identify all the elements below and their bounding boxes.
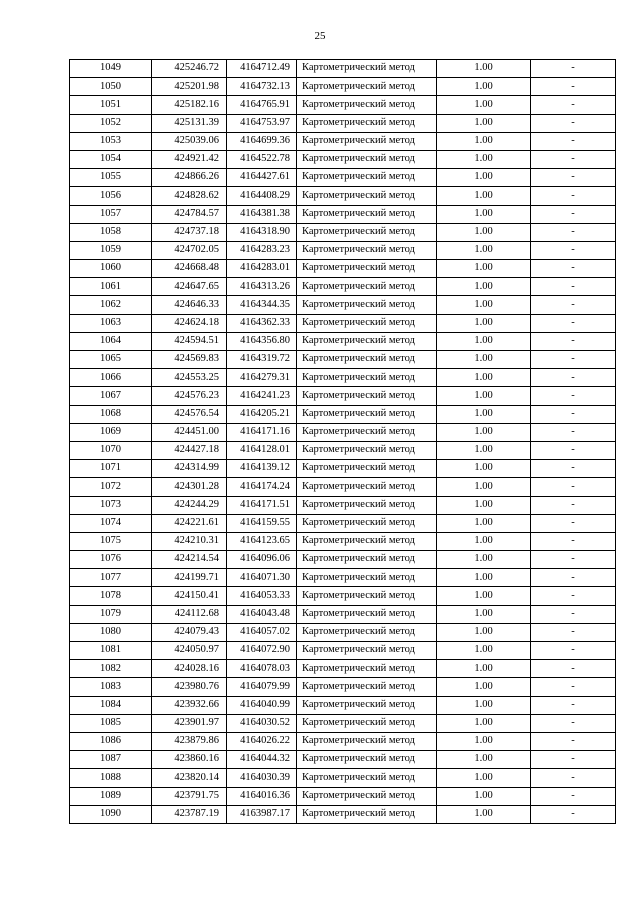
table-row <box>70 169 616 187</box>
table-row <box>70 642 616 660</box>
table-row <box>70 532 616 550</box>
table-row <box>70 805 616 823</box>
note-cell: - <box>531 241 616 259</box>
table-row <box>70 623 616 641</box>
y-coordinate-cell: 4164079.99 <box>227 678 297 696</box>
accuracy-cell: 1.00 <box>437 223 531 241</box>
y-coordinate-cell: 4164053.33 <box>227 587 297 605</box>
accuracy-cell: 1.00 <box>437 460 531 478</box>
table-row <box>70 405 616 423</box>
table-row <box>70 678 616 696</box>
table-row <box>70 241 616 259</box>
x-coordinate-cell: 424647.65 <box>152 278 227 296</box>
point-number-cell: 1061 <box>70 278 152 296</box>
method-cell: Картометрический метод <box>297 296 437 314</box>
accuracy-cell: 1.00 <box>437 187 531 205</box>
x-coordinate-cell: 424112.68 <box>152 605 227 623</box>
point-number-cell: 1090 <box>70 805 152 823</box>
table-row <box>70 96 616 114</box>
method-cell: Картометрический метод <box>297 751 437 769</box>
table-row <box>70 769 616 787</box>
accuracy-cell: 1.00 <box>437 296 531 314</box>
y-coordinate-cell: 4164026.22 <box>227 732 297 750</box>
method-cell: Картометрический метод <box>297 96 437 114</box>
y-coordinate-cell: 4164043.48 <box>227 605 297 623</box>
x-coordinate-cell: 423980.76 <box>152 678 227 696</box>
point-number-cell: 1080 <box>70 623 152 641</box>
point-number-cell: 1049 <box>70 60 152 78</box>
x-coordinate-cell: 423820.14 <box>152 769 227 787</box>
accuracy-cell: 1.00 <box>437 642 531 660</box>
accuracy-cell: 1.00 <box>437 623 531 641</box>
y-coordinate-cell: 4164427.61 <box>227 169 297 187</box>
point-number-cell: 1088 <box>70 769 152 787</box>
point-number-cell: 1089 <box>70 787 152 805</box>
table-row <box>70 187 616 205</box>
x-coordinate-cell: 423791.75 <box>152 787 227 805</box>
accuracy-cell: 1.00 <box>437 241 531 259</box>
note-cell: - <box>531 405 616 423</box>
method-cell: Картометрический метод <box>297 351 437 369</box>
point-number-cell: 1072 <box>70 478 152 496</box>
note-cell: - <box>531 78 616 96</box>
table-row <box>70 551 616 569</box>
accuracy-cell: 1.00 <box>437 714 531 732</box>
accuracy-cell: 1.00 <box>437 605 531 623</box>
method-cell: Картометрический метод <box>297 732 437 750</box>
point-number-cell: 1081 <box>70 642 152 660</box>
accuracy-cell: 1.00 <box>437 60 531 78</box>
x-coordinate-cell: 424921.42 <box>152 150 227 168</box>
y-coordinate-cell: 4164753.97 <box>227 114 297 132</box>
accuracy-cell: 1.00 <box>437 532 531 550</box>
y-coordinate-cell: 4164171.51 <box>227 496 297 514</box>
table-row <box>70 587 616 605</box>
point-number-cell: 1071 <box>70 460 152 478</box>
point-number-cell: 1064 <box>70 332 152 350</box>
x-coordinate-cell: 424244.29 <box>152 496 227 514</box>
note-cell: - <box>531 714 616 732</box>
table-row <box>70 278 616 296</box>
x-coordinate-cell: 424702.05 <box>152 241 227 259</box>
point-number-cell: 1082 <box>70 660 152 678</box>
note-cell: - <box>531 60 616 78</box>
accuracy-cell: 1.00 <box>437 260 531 278</box>
accuracy-cell: 1.00 <box>437 805 531 823</box>
method-cell: Картометрический метод <box>297 132 437 150</box>
accuracy-cell: 1.00 <box>437 423 531 441</box>
accuracy-cell: 1.00 <box>437 387 531 405</box>
y-coordinate-cell: 4164699.36 <box>227 132 297 150</box>
y-coordinate-cell: 4164381.38 <box>227 205 297 223</box>
table-row <box>70 696 616 714</box>
y-coordinate-cell: 4164319.72 <box>227 351 297 369</box>
table-row <box>70 223 616 241</box>
y-coordinate-cell: 4164040.99 <box>227 696 297 714</box>
method-cell: Картометрический метод <box>297 551 437 569</box>
y-coordinate-cell: 4164139.12 <box>227 460 297 478</box>
y-coordinate-cell: 4164318.90 <box>227 223 297 241</box>
method-cell: Картометрический метод <box>297 678 437 696</box>
accuracy-cell: 1.00 <box>437 132 531 150</box>
table-row <box>70 114 616 132</box>
method-cell: Картометрический метод <box>297 150 437 168</box>
point-number-cell: 1050 <box>70 78 152 96</box>
y-coordinate-cell: 4164279.31 <box>227 369 297 387</box>
note-cell: - <box>531 805 616 823</box>
x-coordinate-cell: 424624.18 <box>152 314 227 332</box>
x-coordinate-cell: 424301.28 <box>152 478 227 496</box>
accuracy-cell: 1.00 <box>437 569 531 587</box>
method-cell: Картометрический метод <box>297 642 437 660</box>
y-coordinate-cell: 4164159.55 <box>227 514 297 532</box>
accuracy-cell: 1.00 <box>437 314 531 332</box>
table-row <box>70 150 616 168</box>
x-coordinate-cell: 424553.25 <box>152 369 227 387</box>
accuracy-cell: 1.00 <box>437 351 531 369</box>
x-coordinate-cell: 424784.57 <box>152 205 227 223</box>
x-coordinate-cell: 424828.62 <box>152 187 227 205</box>
y-coordinate-cell: 4164174.24 <box>227 478 297 496</box>
point-number-cell: 1074 <box>70 514 152 532</box>
method-cell: Картометрический метод <box>297 223 437 241</box>
x-coordinate-cell: 423932.66 <box>152 696 227 714</box>
method-cell: Картометрический метод <box>297 205 437 223</box>
point-number-cell: 1070 <box>70 441 152 459</box>
note-cell: - <box>531 278 616 296</box>
method-cell: Картометрический метод <box>297 478 437 496</box>
y-coordinate-cell: 4164313.26 <box>227 278 297 296</box>
y-coordinate-cell: 4163987.17 <box>227 805 297 823</box>
page-number: 25 <box>314 30 326 42</box>
note-cell: - <box>531 387 616 405</box>
method-cell: Картометрический метод <box>297 441 437 459</box>
y-coordinate-cell: 4164283.23 <box>227 241 297 259</box>
y-coordinate-cell: 4164171.16 <box>227 423 297 441</box>
accuracy-cell: 1.00 <box>437 769 531 787</box>
accuracy-cell: 1.00 <box>437 787 531 805</box>
method-cell: Картометрический метод <box>297 405 437 423</box>
x-coordinate-cell: 424214.54 <box>152 551 227 569</box>
x-coordinate-cell: 424199.71 <box>152 569 227 587</box>
accuracy-cell: 1.00 <box>437 751 531 769</box>
table-row <box>70 732 616 750</box>
x-coordinate-cell: 423879.86 <box>152 732 227 750</box>
table-row <box>70 478 616 496</box>
method-cell: Картометрический метод <box>297 78 437 96</box>
x-coordinate-cell: 424079.43 <box>152 623 227 641</box>
method-cell: Картометрический метод <box>297 60 437 78</box>
y-coordinate-cell: 4164057.02 <box>227 623 297 641</box>
note-cell: - <box>531 223 616 241</box>
note-cell: - <box>531 369 616 387</box>
x-coordinate-cell: 424668.48 <box>152 260 227 278</box>
accuracy-cell: 1.00 <box>437 169 531 187</box>
point-number-cell: 1067 <box>70 387 152 405</box>
table-row <box>70 260 616 278</box>
point-number-cell: 1053 <box>70 132 152 150</box>
table-row <box>70 132 616 150</box>
note-cell: - <box>531 351 616 369</box>
coordinates-table-body <box>70 60 616 824</box>
accuracy-cell: 1.00 <box>437 96 531 114</box>
table-row <box>70 441 616 459</box>
note-cell: - <box>531 660 616 678</box>
accuracy-cell: 1.00 <box>437 441 531 459</box>
x-coordinate-cell: 425182.16 <box>152 96 227 114</box>
y-coordinate-cell: 4164078.03 <box>227 660 297 678</box>
method-cell: Картометрический метод <box>297 623 437 641</box>
y-coordinate-cell: 4164071.30 <box>227 569 297 587</box>
point-number-cell: 1075 <box>70 532 152 550</box>
note-cell: - <box>531 314 616 332</box>
accuracy-cell: 1.00 <box>437 660 531 678</box>
table-row <box>70 605 616 623</box>
accuracy-cell: 1.00 <box>437 332 531 350</box>
accuracy-cell: 1.00 <box>437 78 531 96</box>
note-cell: - <box>531 187 616 205</box>
x-coordinate-cell: 424737.18 <box>152 223 227 241</box>
method-cell: Картометрический метод <box>297 460 437 478</box>
y-coordinate-cell: 4164408.29 <box>227 187 297 205</box>
note-cell: - <box>531 732 616 750</box>
point-number-cell: 1087 <box>70 751 152 769</box>
point-number-cell: 1068 <box>70 405 152 423</box>
accuracy-cell: 1.00 <box>437 150 531 168</box>
y-coordinate-cell: 4164765.91 <box>227 96 297 114</box>
y-coordinate-cell: 4164072.90 <box>227 642 297 660</box>
y-coordinate-cell: 4164205.21 <box>227 405 297 423</box>
method-cell: Картометрический метод <box>297 423 437 441</box>
method-cell: Картометрический метод <box>297 787 437 805</box>
note-cell: - <box>531 496 616 514</box>
point-number-cell: 1076 <box>70 551 152 569</box>
table-row <box>70 60 616 78</box>
method-cell: Картометрический метод <box>297 387 437 405</box>
point-number-cell: 1073 <box>70 496 152 514</box>
note-cell: - <box>531 787 616 805</box>
point-number-cell: 1062 <box>70 296 152 314</box>
x-coordinate-cell: 425039.06 <box>152 132 227 150</box>
point-number-cell: 1058 <box>70 223 152 241</box>
point-number-cell: 1059 <box>70 241 152 259</box>
accuracy-cell: 1.00 <box>437 732 531 750</box>
accuracy-cell: 1.00 <box>437 278 531 296</box>
accuracy-cell: 1.00 <box>437 514 531 532</box>
point-number-cell: 1069 <box>70 423 152 441</box>
note-cell: - <box>531 460 616 478</box>
x-coordinate-cell: 424576.23 <box>152 387 227 405</box>
y-coordinate-cell: 4164356.80 <box>227 332 297 350</box>
method-cell: Картометрический метод <box>297 314 437 332</box>
method-cell: Картометрический метод <box>297 769 437 787</box>
y-coordinate-cell: 4164362.33 <box>227 314 297 332</box>
x-coordinate-cell: 424221.61 <box>152 514 227 532</box>
x-coordinate-cell: 424210.31 <box>152 532 227 550</box>
note-cell: - <box>531 423 616 441</box>
method-cell: Картометрический метод <box>297 587 437 605</box>
point-number-cell: 1057 <box>70 205 152 223</box>
point-number-cell: 1085 <box>70 714 152 732</box>
point-number-cell: 1051 <box>70 96 152 114</box>
point-number-cell: 1060 <box>70 260 152 278</box>
table-row <box>70 460 616 478</box>
y-coordinate-cell: 4164283.01 <box>227 260 297 278</box>
note-cell: - <box>531 96 616 114</box>
x-coordinate-cell: 424646.33 <box>152 296 227 314</box>
method-cell: Картометрический метод <box>297 169 437 187</box>
table-row <box>70 387 616 405</box>
note-cell: - <box>531 296 616 314</box>
method-cell: Картометрический метод <box>297 332 437 350</box>
x-coordinate-cell: 424451.00 <box>152 423 227 441</box>
x-coordinate-cell: 423860.16 <box>152 751 227 769</box>
note-cell: - <box>531 751 616 769</box>
table-row <box>70 314 616 332</box>
x-coordinate-cell: 424866.26 <box>152 169 227 187</box>
method-cell: Картометрический метод <box>297 496 437 514</box>
note-cell: - <box>531 332 616 350</box>
method-cell: Картометрический метод <box>297 605 437 623</box>
x-coordinate-cell: 424576.54 <box>152 405 227 423</box>
x-coordinate-cell: 425131.39 <box>152 114 227 132</box>
table-row <box>70 296 616 314</box>
x-coordinate-cell: 424569.83 <box>152 351 227 369</box>
method-cell: Картометрический метод <box>297 114 437 132</box>
note-cell: - <box>531 150 616 168</box>
note-cell: - <box>531 169 616 187</box>
x-coordinate-cell: 424150.41 <box>152 587 227 605</box>
y-coordinate-cell: 4164344.35 <box>227 296 297 314</box>
accuracy-cell: 1.00 <box>437 678 531 696</box>
method-cell: Картометрический метод <box>297 696 437 714</box>
table-row <box>70 332 616 350</box>
point-number-cell: 1086 <box>70 732 152 750</box>
y-coordinate-cell: 4164712.49 <box>227 60 297 78</box>
y-coordinate-cell: 4164522.78 <box>227 150 297 168</box>
x-coordinate-cell: 425201.98 <box>152 78 227 96</box>
y-coordinate-cell: 4164096.06 <box>227 551 297 569</box>
note-cell: - <box>531 642 616 660</box>
note-cell: - <box>531 551 616 569</box>
table-row <box>70 569 616 587</box>
accuracy-cell: 1.00 <box>437 114 531 132</box>
note-cell: - <box>531 132 616 150</box>
method-cell: Картометрический метод <box>297 278 437 296</box>
table-row <box>70 496 616 514</box>
note-cell: - <box>531 441 616 459</box>
x-coordinate-cell: 423901.97 <box>152 714 227 732</box>
point-number-cell: 1078 <box>70 587 152 605</box>
x-coordinate-cell: 424028.16 <box>152 660 227 678</box>
point-number-cell: 1066 <box>70 369 152 387</box>
point-number-cell: 1079 <box>70 605 152 623</box>
accuracy-cell: 1.00 <box>437 478 531 496</box>
point-number-cell: 1063 <box>70 314 152 332</box>
y-coordinate-cell: 4164123.65 <box>227 532 297 550</box>
accuracy-cell: 1.00 <box>437 405 531 423</box>
note-cell: - <box>531 532 616 550</box>
table-row <box>70 660 616 678</box>
table-row <box>70 787 616 805</box>
method-cell: Картометрический метод <box>297 260 437 278</box>
y-coordinate-cell: 4164241.23 <box>227 387 297 405</box>
note-cell: - <box>531 769 616 787</box>
note-cell: - <box>531 478 616 496</box>
x-coordinate-cell: 424314.99 <box>152 460 227 478</box>
note-cell: - <box>531 623 616 641</box>
y-coordinate-cell: 4164732.13 <box>227 78 297 96</box>
method-cell: Картометрический метод <box>297 805 437 823</box>
table-row <box>70 369 616 387</box>
accuracy-cell: 1.00 <box>437 205 531 223</box>
table-row <box>70 751 616 769</box>
point-number-cell: 1065 <box>70 351 152 369</box>
method-cell: Картометрический метод <box>297 569 437 587</box>
note-cell: - <box>531 605 616 623</box>
x-coordinate-cell: 424050.97 <box>152 642 227 660</box>
method-cell: Картометрический метод <box>297 660 437 678</box>
accuracy-cell: 1.00 <box>437 551 531 569</box>
note-cell: - <box>531 696 616 714</box>
y-coordinate-cell: 4164128.01 <box>227 441 297 459</box>
method-cell: Картометрический метод <box>297 241 437 259</box>
x-coordinate-cell: 424427.18 <box>152 441 227 459</box>
y-coordinate-cell: 4164030.52 <box>227 714 297 732</box>
note-cell: - <box>531 569 616 587</box>
method-cell: Картометрический метод <box>297 514 437 532</box>
x-coordinate-cell: 424594.51 <box>152 332 227 350</box>
method-cell: Картометрический метод <box>297 532 437 550</box>
point-number-cell: 1055 <box>70 169 152 187</box>
method-cell: Картометрический метод <box>297 714 437 732</box>
note-cell: - <box>531 260 616 278</box>
table-row <box>70 78 616 96</box>
note-cell: - <box>531 205 616 223</box>
point-number-cell: 1084 <box>70 696 152 714</box>
coordinates-table <box>69 59 616 824</box>
point-number-cell: 1052 <box>70 114 152 132</box>
y-coordinate-cell: 4164030.39 <box>227 769 297 787</box>
point-number-cell: 1054 <box>70 150 152 168</box>
table-row <box>70 423 616 441</box>
method-cell: Картометрический метод <box>297 187 437 205</box>
y-coordinate-cell: 4164016.36 <box>227 787 297 805</box>
point-number-cell: 1083 <box>70 678 152 696</box>
point-number-cell: 1056 <box>70 187 152 205</box>
y-coordinate-cell: 4164044.32 <box>227 751 297 769</box>
x-coordinate-cell: 425246.72 <box>152 60 227 78</box>
accuracy-cell: 1.00 <box>437 496 531 514</box>
table-row <box>70 351 616 369</box>
table-row <box>70 714 616 732</box>
point-number-cell: 1077 <box>70 569 152 587</box>
accuracy-cell: 1.00 <box>437 587 531 605</box>
table-row <box>70 205 616 223</box>
accuracy-cell: 1.00 <box>437 369 531 387</box>
note-cell: - <box>531 514 616 532</box>
note-cell: - <box>531 114 616 132</box>
x-coordinate-cell: 423787.19 <box>152 805 227 823</box>
method-cell: Картометрический метод <box>297 369 437 387</box>
accuracy-cell: 1.00 <box>437 696 531 714</box>
note-cell: - <box>531 587 616 605</box>
table-row <box>70 514 616 532</box>
note-cell: - <box>531 678 616 696</box>
